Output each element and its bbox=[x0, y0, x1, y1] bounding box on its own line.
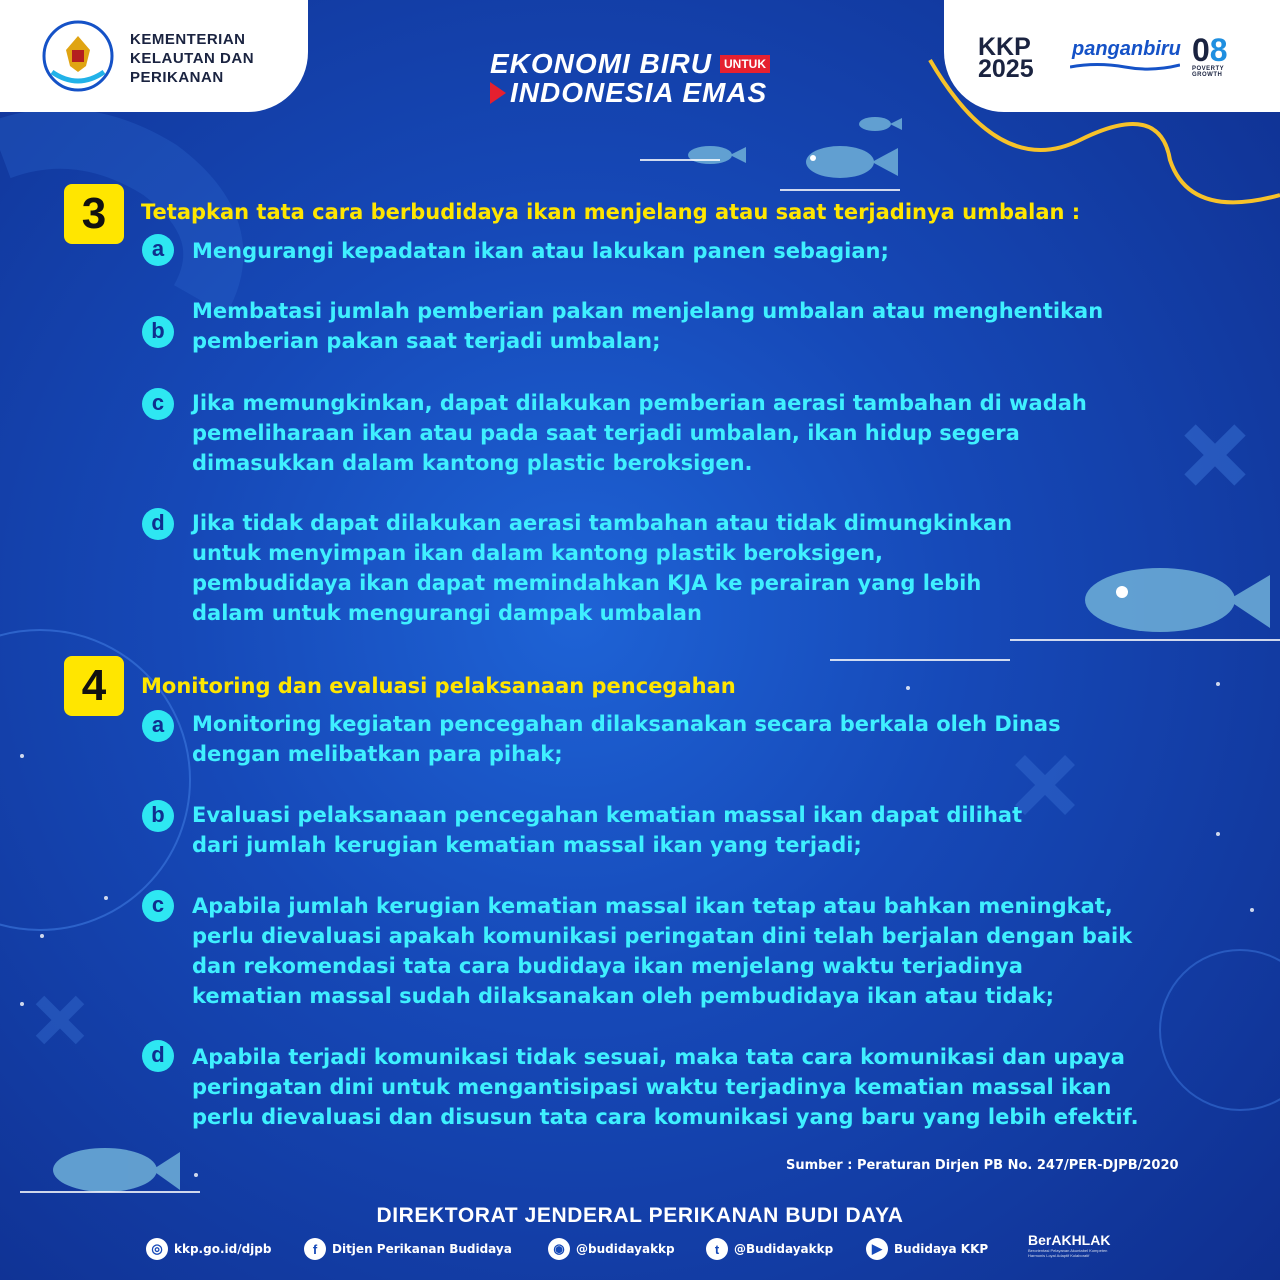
item-line: pembudidaya ikan dapat memindahkan KJA ke perairan yang lebih bbox=[192, 571, 982, 595]
item-line: untuk menyimpan ikan dalam kantong plastik beroksigen, bbox=[192, 541, 884, 565]
zero-poverty-growth-logo bbox=[1192, 34, 1252, 78]
wave-icon bbox=[1070, 62, 1180, 72]
directorate-name: DIREKTORAT JENDERAL PERIKANAN BUDI DAYA bbox=[376, 1204, 904, 1227]
campaign-line-2: INDONESIA EMAS bbox=[510, 77, 768, 108]
item-line: Apabila jumlah kerugian kematian massal ikan tetap atau bahkan meningkat, bbox=[192, 894, 1113, 918]
item-line: dengan melibatkan para pihak; bbox=[192, 742, 563, 766]
section-3-title: Tetapkan tata cara berbudidaya ikan menjelang atau saat terjadinya umbalan : bbox=[141, 200, 1081, 224]
berakhlak-logo bbox=[1028, 1232, 1118, 1258]
section-3-item-a-letter: a bbox=[142, 234, 174, 266]
item-line: pemeliharaan ikan atau pada saat terjadi umbalan, ikan hidup segera bbox=[192, 421, 1020, 445]
item-line: Monitoring kegiatan pencegahan dilaksanakan secara berkala oleh Dinas bbox=[192, 712, 1061, 736]
campaign-line-1: EKONOMI BIRU bbox=[490, 48, 712, 79]
section-3-item-a bbox=[192, 236, 889, 266]
section-3-item-b bbox=[192, 296, 1103, 356]
growth-label: GROWTH bbox=[1192, 72, 1223, 78]
poverty-label: POVERTY bbox=[1192, 66, 1225, 72]
item-line: Evaluasi pelaksanaan pencegahan kematian massal ikan dapat dilihat bbox=[192, 803, 1023, 827]
item-line: dalam untuk mengurangi dampak umbalan bbox=[192, 601, 702, 625]
twitter-icon: t bbox=[706, 1238, 728, 1260]
item-line: Mengurangi kepadatan ikan atau lakukan panen sebagian; bbox=[192, 239, 889, 263]
section-4-item-c bbox=[192, 891, 1132, 1011]
item-line: dimasukkan dalam kantong plastic beroksigen. bbox=[192, 451, 753, 475]
section-4-item-d-letter: d bbox=[142, 1040, 174, 1072]
ministry-name bbox=[130, 30, 254, 87]
kkp-2025-logo bbox=[978, 33, 1062, 83]
kkp-logo-line-1: KKP bbox=[978, 33, 1031, 61]
item-line: Jika tidak dapat dilakukan aerasi tambahan atau tidak dimungkinkan bbox=[192, 511, 1013, 535]
zero-digit: 0 bbox=[1192, 32, 1210, 68]
section-3-item-d bbox=[192, 508, 1012, 628]
section-4-number: 4 bbox=[64, 656, 124, 716]
ministry-line-2: KELAUTAN DAN bbox=[130, 50, 255, 67]
website-label: kkp.go.id/djpb bbox=[174, 1242, 272, 1256]
instagram-icon: ◉ bbox=[548, 1238, 570, 1260]
kkp-logo-line-2: 2025 bbox=[978, 55, 1034, 83]
twitter-label: @Budidayakkp bbox=[734, 1242, 834, 1256]
campaign-logo bbox=[490, 50, 790, 108]
eight-digit: 8 bbox=[1209, 32, 1228, 68]
item-line: kematian massal sudah dilaksanakan oleh pembudidaya ikan atau tidak; bbox=[192, 984, 1055, 1008]
ministry-header-card bbox=[0, 0, 308, 112]
youtube-icon: ▶ bbox=[866, 1238, 888, 1260]
panganbiru-logo: panganbiru bbox=[1072, 38, 1181, 60]
section-3-item-d-letter: d bbox=[142, 508, 174, 540]
youtube-label: Budidaya KKP bbox=[894, 1242, 989, 1256]
berakhlak-label: BerAKHLAK bbox=[1028, 1232, 1111, 1248]
campaign-untuk-badge: UNTUK bbox=[720, 55, 770, 73]
section-4-item-b-letter: b bbox=[142, 800, 174, 832]
footer-youtube[interactable] bbox=[866, 1238, 988, 1260]
section-4-title: Monitoring dan evaluasi pelaksanaan pencegahan bbox=[141, 674, 736, 698]
footer-twitter[interactable] bbox=[706, 1238, 833, 1260]
item-line: pemberian pakan saat terjadi umbalan; bbox=[192, 329, 661, 353]
item-line: Jika memungkinkan, dapat dilakukan pemberian aerasi tambahan di wadah bbox=[192, 391, 1087, 415]
section-4-item-a-letter: a bbox=[142, 710, 174, 742]
source-citation: Sumber : Peraturan Dirjen PB No. 247/PER-DJPB/2020 bbox=[786, 1158, 1179, 1173]
ministry-line-1: KEMENTERIAN bbox=[130, 31, 246, 48]
footer-website[interactable] bbox=[146, 1238, 271, 1260]
item-line: dari jumlah kerugian kematian massal ikan yang terjadi; bbox=[192, 833, 862, 857]
item-line: Apabila terjadi komunikasi tidak sesuai, maka tata cara komunikasi dan upaya bbox=[192, 1045, 1125, 1069]
facebook-label: Ditjen Perikanan Budidaya bbox=[332, 1242, 512, 1256]
globe-icon: ◎ bbox=[146, 1238, 168, 1260]
item-line: peringatan dini untuk mengantisipasi waktu terjadinya kematian massal ikan bbox=[192, 1075, 1112, 1099]
ministry-seal-icon bbox=[42, 20, 114, 92]
footer-facebook[interactable] bbox=[304, 1238, 512, 1260]
section-4-item-c-letter: c bbox=[142, 890, 174, 922]
red-flag-icon bbox=[490, 82, 506, 104]
berakhlak-subtitle: Berorientasi Pelayanan Akuntabel Kompeten Harmonis Loyal Adaptif Kolaboratif bbox=[1028, 1248, 1108, 1258]
section-4-item-d bbox=[192, 1042, 1139, 1132]
section-4-item-b bbox=[192, 800, 1022, 860]
item-line: perlu dievaluasi apakah komunikasi peringatan dini telah berjalan dengan baik bbox=[192, 924, 1133, 948]
section-3-number: 3 bbox=[64, 184, 124, 244]
instagram-label: @budidayakkp bbox=[576, 1242, 675, 1256]
item-line: dan rekomendasi tata cara budidaya ikan menjelang waktu terjadinya bbox=[192, 954, 1023, 978]
item-line: Membatasi jumlah pemberian pakan menjelang umbalan atau menghentikan bbox=[192, 299, 1104, 323]
footer-instagram[interactable] bbox=[548, 1238, 675, 1260]
ministry-line-3: PERIKANAN bbox=[130, 69, 224, 86]
facebook-icon: f bbox=[304, 1238, 326, 1260]
section-4-item-a bbox=[192, 709, 1061, 769]
item-line: perlu dievaluasi dan disusun tata cara komunikasi yang baru yang lebih efektif. bbox=[192, 1105, 1139, 1129]
section-3-item-c-letter: c bbox=[142, 388, 174, 420]
section-3-item-c bbox=[192, 388, 1087, 478]
section-3-item-b-letter: b bbox=[142, 316, 174, 348]
